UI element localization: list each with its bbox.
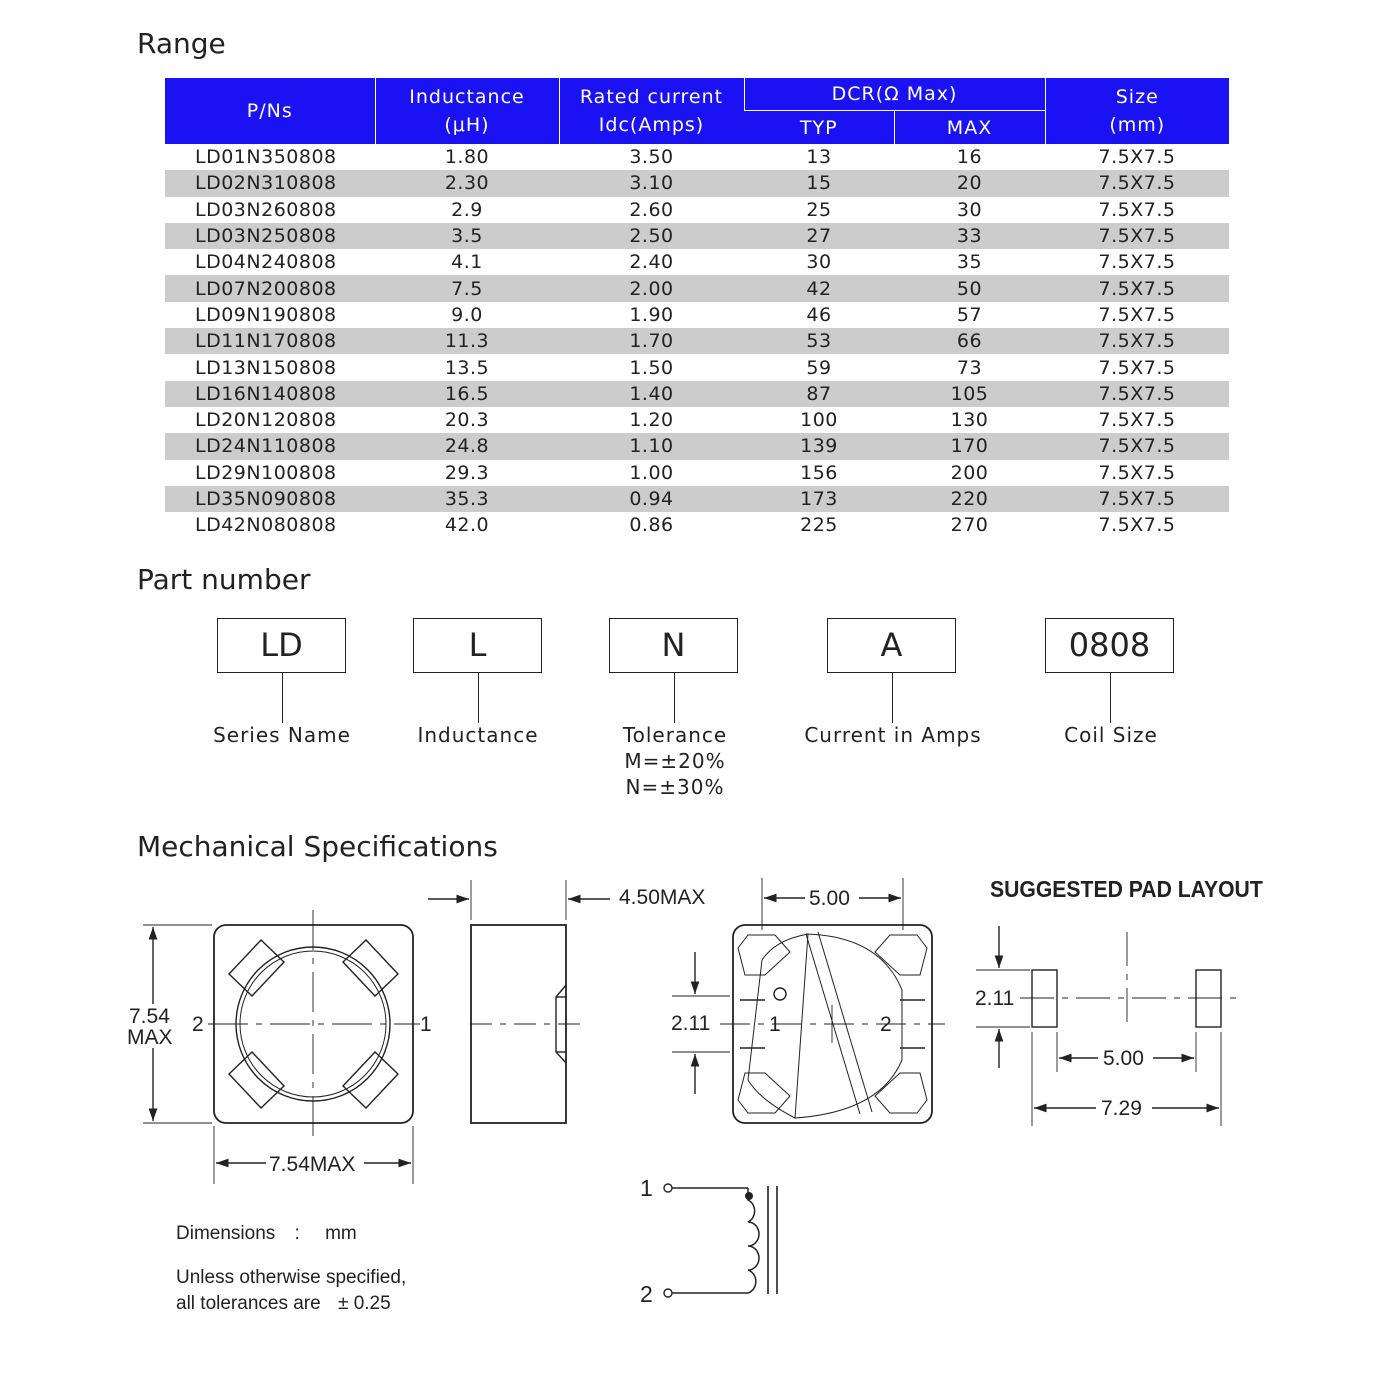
cell-dcr-max: 170 [894,433,1045,459]
bottom-pin-2: 2 [880,1013,892,1036]
top-height-max: MAX [127,1026,173,1049]
cell-pn: LD07N200808 [165,275,375,301]
cell-dcr-max: 50 [894,275,1045,301]
header-inductance-label: Inductance [409,86,525,108]
cell-size: 7.5X7.5 [1045,170,1229,196]
top-height-value: 7.54 [129,1005,170,1028]
cell-size: 7.5X7.5 [1045,433,1229,459]
header-dcr-max: MAX [894,111,1045,145]
bottom-pad-height: 2.11 [671,1012,711,1035]
cell-pn: LD16N140808 [165,381,375,407]
cell-pn: LD24N110808 [165,433,375,459]
part-box-current: A [827,618,956,673]
cell-dcr-typ: 25 [806,198,832,221]
cell-dcr-max: 30 [956,198,983,221]
cell-dcr-typ: 87 [744,381,894,407]
tolerance-n: N=±30% [625,775,725,799]
cell-size: 7.5X7.5 [1045,275,1229,301]
cell-dcr-typ: 139 [744,433,894,459]
cell-inductance: 4.1 [451,251,483,274]
cell-current: 1.70 [559,328,744,354]
range-title: Range [137,27,226,60]
cell-dcr-max: 270 [950,514,989,537]
dimensions-sep: : [294,1223,300,1244]
cell-inductance: 9.0 [451,303,483,326]
cell-dcr-max: 57 [956,303,983,326]
top-pin-1: 1 [420,1013,432,1036]
tolerance-line-1: Unless otherwise specified, [176,1267,407,1288]
cell-inductance: 7.5 [375,275,559,301]
cell-pn: LD42N080808 [195,514,337,537]
cell-size: 7.5X7.5 [1098,198,1176,221]
cell-current: 2.50 [559,223,744,249]
cell-current: 1.40 [559,381,744,407]
header-size-unit: (mm) [1109,114,1166,136]
pad-layout [976,926,1238,1126]
mechanical-title: Mechanical Specifications [137,830,498,863]
cell-size: 7.5X7.5 [1098,356,1176,379]
cell-current: 2.40 [629,251,674,274]
dimensions-note [176,1221,357,1247]
part-label-current: Current in Amps [804,723,982,747]
cell-size: 7.5X7.5 [1098,514,1176,537]
bottom-pin-1: 1 [769,1013,781,1036]
side-view [428,880,610,1123]
cell-current: 1.10 [559,433,744,459]
cell-current: 3.50 [629,146,674,169]
cell-inductance: 20.3 [444,409,490,432]
cell-dcr-max: 105 [894,381,1045,407]
inductor-schematic [664,1184,777,1297]
header-dcr: DCR(Ω Max) [744,78,1045,111]
cell-pn: LD20N120808 [195,409,337,432]
top-view [143,910,420,1184]
part-box-inductance: L [413,618,542,673]
top-width: 7.54MAX [269,1153,356,1176]
cell-dcr-max: 73 [956,356,983,379]
tolerance-value: ± 0.25 [337,1293,391,1314]
schematic-pin-1: 1 [640,1175,653,1201]
cell-size: 7.5X7.5 [1045,328,1229,354]
cell-current: 1.20 [629,409,674,432]
tolerance-note [176,1265,406,1317]
cell-inductance: 13.5 [444,356,490,379]
cell-dcr-max: 66 [894,328,1045,354]
part-box-series: LD [217,618,346,673]
pad-outer-width: 7.29 [1101,1097,1142,1120]
cell-inductance: 24.8 [375,433,559,459]
part-label-coil-size: Coil Size [1064,723,1158,747]
cell-inductance: 16.5 [375,381,559,407]
cell-pn: LD29N100808 [195,461,337,484]
cell-dcr-typ: 100 [800,409,838,432]
cell-dcr-max: 16 [956,146,983,169]
cell-inductance: 29.3 [444,461,490,484]
cell-size: 7.5X7.5 [1098,461,1176,484]
cell-dcr-max: 20 [894,170,1045,196]
pad-layout-title: SUGGESTED PAD LAYOUT [990,876,1263,902]
cell-pn: LD03N260808 [195,198,337,221]
part-label-inductance: Inductance [417,723,539,747]
pad-inner-width: 5.00 [1103,1047,1144,1070]
cell-size: 7.5X7.5 [1045,223,1229,249]
cell-dcr-typ: 173 [744,486,894,512]
cell-inductance: 42.0 [444,514,490,537]
cell-current: 3.10 [559,170,744,196]
cell-inductance: 35.3 [375,486,559,512]
cell-dcr-max: 130 [950,409,989,432]
cell-current: 1.00 [629,461,674,484]
header-size-label: Size [1115,86,1159,108]
cell-dcr-typ: 156 [800,461,838,484]
cell-dcr-typ: 42 [744,275,894,301]
header-current-label: Rated current [579,86,724,108]
side-height: 4.50MAX [619,886,706,909]
cell-pn: LD09N190808 [195,303,337,326]
cell-inductance: 2.9 [451,198,483,221]
bottom-view [672,878,945,1123]
cell-size: 7.5X7.5 [1098,409,1176,432]
cell-dcr-typ: 30 [806,251,832,274]
part-label-series: Series Name [213,723,351,747]
cell-size: 7.5X7.5 [1045,486,1229,512]
cell-dcr-typ: 59 [806,356,832,379]
cell-pn: LD01N350808 [195,146,337,169]
cell-dcr-typ: 13 [806,146,832,169]
cell-inductance: 1.80 [444,146,490,169]
part-box-tolerance: N [609,618,738,673]
cell-current: 2.00 [559,275,744,301]
cell-dcr-max: 35 [956,251,983,274]
header-current-unit: Idc(Amps) [598,114,705,136]
part-number-title: Part number [137,563,311,596]
cell-dcr-max: 33 [894,223,1045,249]
schematic-pin-2: 2 [640,1281,653,1307]
header-pn: P/Ns [165,78,375,144]
cell-dcr-max: 220 [894,486,1045,512]
cell-size: 7.5X7.5 [1098,251,1176,274]
cell-dcr-typ: 46 [806,303,832,326]
cell-inductance: 3.5 [375,223,559,249]
cell-size: 7.5X7.5 [1098,303,1176,326]
pad-height: 2.11 [975,987,1015,1010]
cell-dcr-typ: 53 [744,328,894,354]
tolerance-line-2: all tolerances are [176,1293,321,1314]
cell-current: 0.86 [629,514,674,537]
header-dcr-typ: TYP [744,111,894,145]
bottom-width: 5.00 [809,887,850,910]
cell-current: 1.90 [629,303,674,326]
cell-dcr-max: 200 [950,461,989,484]
cell-current: 2.60 [629,198,674,221]
tolerance-m: M=±20% [624,749,726,773]
cell-size: 7.5X7.5 [1098,146,1176,169]
cell-dcr-typ: 225 [800,514,838,537]
cell-pn: LD02N310808 [165,170,375,196]
top-pin-2: 2 [192,1013,204,1036]
tolerance-label: Tolerance [622,723,728,747]
cell-pn: LD04N240808 [195,251,337,274]
dimensions-label: Dimensions [176,1223,276,1244]
cell-current: 0.94 [559,486,744,512]
dimensions-unit: mm [325,1223,357,1244]
header-inductance-unit: (μH) [444,114,490,136]
cell-inductance: 11.3 [375,328,559,354]
cell-current: 1.50 [629,356,674,379]
cell-dcr-typ: 15 [744,170,894,196]
cell-pn: LD13N150808 [195,356,337,379]
cell-dcr-typ: 27 [744,223,894,249]
cell-pn: LD03N250808 [165,223,375,249]
cell-pn: LD35N090808 [165,486,375,512]
cell-size: 7.5X7.5 [1045,381,1229,407]
part-box-coil-size: 0808 [1045,618,1174,673]
cell-inductance: 2.30 [375,170,559,196]
cell-pn: LD11N170808 [165,328,375,354]
